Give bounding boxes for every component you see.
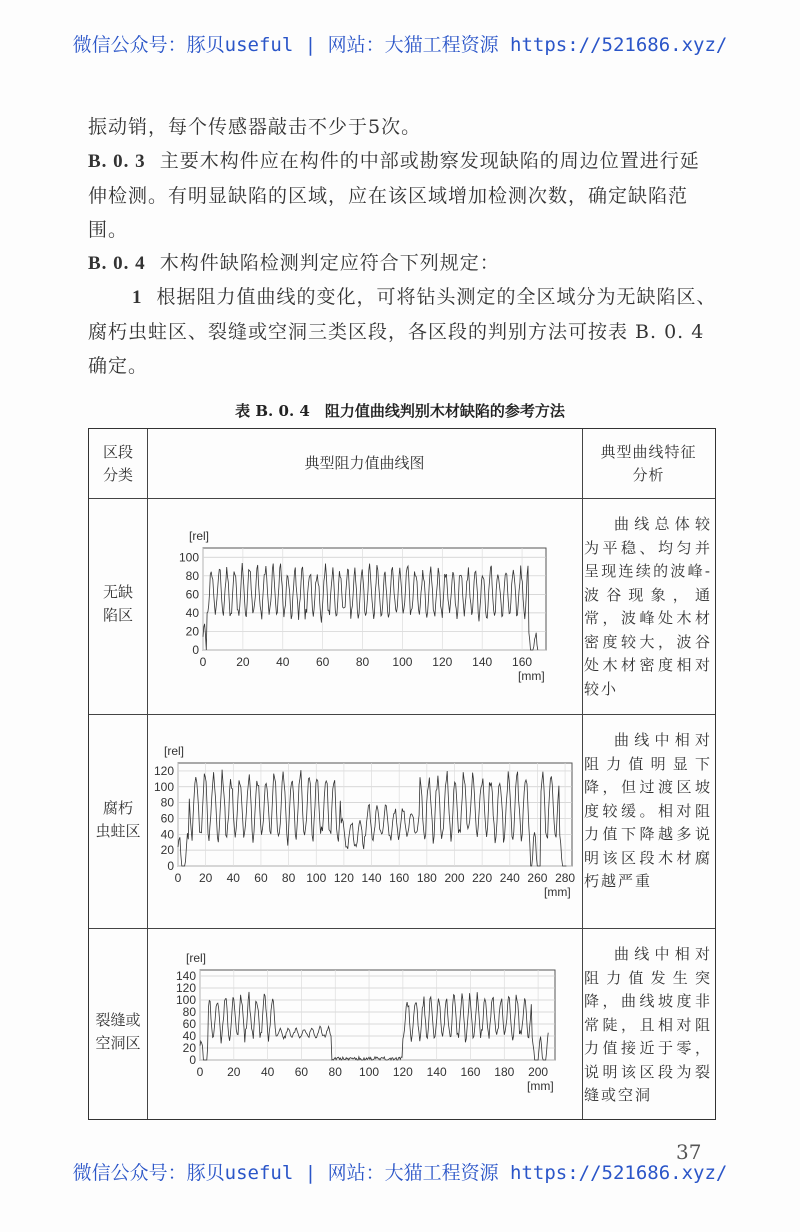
- x-tick-label: 0: [199, 655, 207, 669]
- clause-text: 木构件缺陷检测判定应符合下列规定：: [159, 252, 500, 274]
- x-tick-label: 140: [361, 871, 382, 885]
- x-tick-label: 220: [472, 871, 493, 885]
- y-tick-label: 80: [160, 795, 174, 810]
- clause-number: B. 0. 3: [88, 151, 146, 172]
- table-caption: 表 B. 0. 4 阻力值曲线判别木材缺陷的参考方法: [235, 402, 565, 420]
- x-tick-label: 160: [512, 655, 533, 669]
- y-tick-label: 80: [182, 1005, 196, 1019]
- y-tick-label: 20: [160, 843, 174, 858]
- resistance-curve: [178, 770, 566, 866]
- x-axis-label: [mm]: [527, 1079, 554, 1093]
- header-chart: 典型阻力值曲线图: [304, 454, 425, 472]
- clause-text: 主要木构件应在构件的中部或勘察发现缺陷的周边位置进行延伸检测。有明显缺陷的区域，应在该区域增加检测次数，确定缺陷范围。: [88, 150, 700, 241]
- x-tick-label: 240: [499, 871, 520, 885]
- clause-number: B. 0. 4: [88, 253, 146, 274]
- page-number: 37: [676, 1140, 702, 1164]
- x-axis-label: [mm]: [544, 885, 571, 899]
- resistance-chart: [154, 744, 575, 899]
- x-tick-label: 120: [392, 1065, 413, 1079]
- y-tick-label: 40: [185, 605, 199, 620]
- row-category: 腐朽 虫蛀区: [95, 799, 141, 840]
- row-category: 裂缝或 空洞区: [95, 1011, 141, 1052]
- y-tick-label: 60: [160, 811, 174, 826]
- x-tick-label: 100: [359, 1065, 380, 1079]
- x-tick-label: 200: [444, 871, 465, 885]
- x-tick-label: 60: [254, 871, 268, 885]
- item-number: 1: [132, 287, 143, 308]
- plot-frame: [203, 548, 546, 650]
- watermark-top: 微信公众号：豚贝useful | 网站：大猫工程资源 https://521686.xyz/: [72, 34, 728, 56]
- paragraph-text: 振动销，每个传感器敲击不少于5次。: [88, 116, 422, 138]
- x-tick-label: 0: [196, 1065, 204, 1079]
- header-analysis: 典型曲线特征 分析: [600, 443, 697, 484]
- resistance-chart: [179, 529, 546, 683]
- watermark-bottom: 微信公众号：豚贝useful | 网站：大猫工程资源 https://521686.xyz/: [72, 1162, 728, 1184]
- y-tick-label: 0: [192, 643, 199, 657]
- row-description: 曲线中相对阻力值发生突降，曲线坡度非常陡，且相对阻力值接近于零，说明该区段为裂缝或空洞: [584, 945, 712, 1104]
- x-tick-label: 160: [460, 1065, 481, 1079]
- resistance-curve: [200, 992, 548, 1060]
- x-tick-label: 0: [174, 871, 182, 885]
- y-tick-label: 40: [160, 827, 174, 842]
- row-description: 曲线中相对阻力值明显下降，但过渡区坡度较缓。相对阻力值下降越多说明该区段木材腐朽越严重: [584, 731, 712, 890]
- item-text: 根据阻力值曲线的变化，可将钻头测定的全区域分为无缺陷区、腐朽虫蛀区、裂缝或空洞三类区段，各区段的判别方法可按表 B. 0. 4 确定。: [88, 286, 717, 377]
- plot-frame: [200, 970, 555, 1060]
- x-tick-label: 80: [281, 871, 296, 885]
- y-tick-label: 60: [185, 587, 199, 602]
- y-tick-label: 0: [189, 1053, 196, 1067]
- y-tick-label: 60: [182, 1017, 196, 1031]
- x-tick-label: 60: [294, 1065, 309, 1079]
- y-tick-label: 20: [182, 1041, 196, 1055]
- y-tick-label: 20: [185, 624, 199, 639]
- x-tick-label: 160: [389, 871, 410, 885]
- x-tick-label: 80: [355, 655, 370, 669]
- y-tick-label: 100: [175, 993, 196, 1007]
- row-description: 曲线总体较为平稳、均匀并呈现连续的波峰-波谷现象，通常，波峰处木材密度较大，波谷处木材密度相对较小: [584, 515, 712, 698]
- x-tick-label: 20: [198, 871, 213, 885]
- y-axis-label: [rel]: [189, 529, 210, 543]
- x-tick-label: 280: [555, 871, 576, 885]
- x-tick-label: 80: [328, 1065, 342, 1079]
- x-tick-label: 20: [236, 655, 250, 669]
- y-axis-label: [rel]: [164, 744, 185, 758]
- x-tick-label: 100: [306, 871, 327, 885]
- x-tick-label: 40: [276, 655, 290, 669]
- y-tick-label: 100: [178, 550, 199, 565]
- x-axis-label: [mm]: [518, 669, 545, 683]
- x-tick-label: 40: [260, 1065, 275, 1079]
- y-tick-label: 120: [175, 981, 196, 995]
- x-tick-label: 60: [315, 655, 330, 669]
- x-tick-label: 100: [392, 655, 413, 669]
- x-tick-label: 20: [227, 1065, 241, 1079]
- x-tick-label: 140: [426, 1065, 447, 1079]
- x-tick-label: 260: [527, 871, 548, 885]
- y-tick-label: 100: [153, 779, 174, 794]
- y-axis-label: [rel]: [186, 951, 207, 965]
- row-category: 无缺 陷区: [102, 583, 133, 624]
- y-tick-label: 80: [185, 568, 199, 583]
- x-tick-label: 120: [432, 655, 453, 669]
- x-tick-label: 40: [226, 871, 240, 885]
- y-tick-label: 140: [175, 969, 196, 983]
- x-tick-label: 120: [333, 871, 354, 885]
- x-tick-label: 180: [416, 871, 437, 885]
- resistance-chart: [176, 951, 555, 1093]
- x-tick-label: 200: [528, 1065, 549, 1079]
- x-tick-label: 180: [494, 1065, 515, 1079]
- y-tick-label: 40: [182, 1029, 196, 1043]
- header-category: 区段 分类: [102, 443, 133, 484]
- y-tick-label: 120: [153, 763, 174, 778]
- y-tick-label: 0: [167, 859, 174, 873]
- x-tick-label: 140: [472, 655, 493, 669]
